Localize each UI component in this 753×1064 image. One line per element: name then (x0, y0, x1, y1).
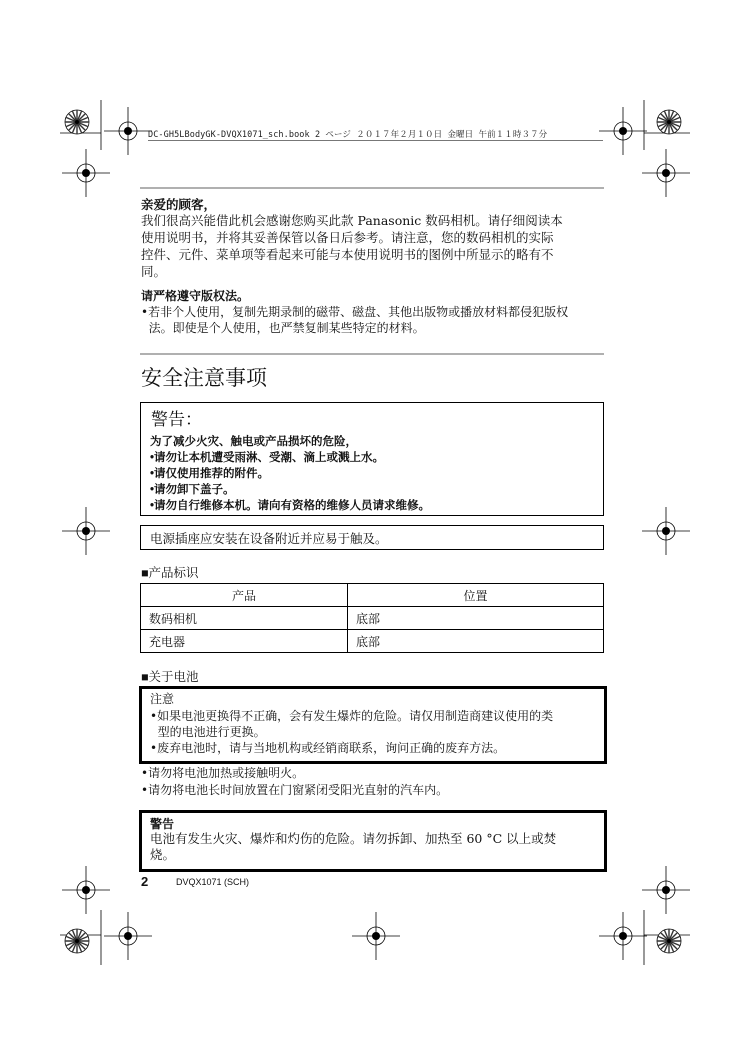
header-underline (148, 140, 603, 141)
copyright-line: 法。即使是个人使用，也严禁复制某些特定的材料。 (141, 321, 425, 335)
plug-note-box (140, 525, 604, 550)
copyright-title: 请严格遵守版权法。 (141, 289, 250, 303)
caution-line: •如果电池更换得不正确，会有发生爆炸的危险。请仅用制造商建议使用的类 (150, 709, 554, 723)
greeting-title: 亲爱的顾客， (141, 198, 217, 212)
battery-warning-box (139, 810, 607, 872)
greeting-line: 使用说明书，并将其妥善保管以备日后参考。请注意，您的数码相机的实际 (141, 230, 554, 245)
warning-box (140, 402, 604, 516)
warning-line: •请勿自行维修本机。请向有资格的维修人员请求维修。 (150, 500, 431, 512)
greeting-line: 同。 (141, 264, 167, 279)
battery-warning-line: 电池有发生火灾、爆炸和灼伤的危险。请勿拆卸、加热至 60 °C 以上或焚 (150, 831, 557, 846)
section-rule (140, 353, 604, 355)
doc-code: DVQX1071 (SCH) (176, 877, 250, 887)
plug-note: 电源插座应安装在设备附近并应易于触及。 (150, 531, 388, 546)
battery-heading: ■关于电池 (141, 670, 199, 684)
greeting-line: 我们很高兴能借此机会感谢您购买此款 Panasonic 数码相机。请仔细阅读本 (141, 213, 563, 228)
top-rule (140, 187, 604, 189)
copyright-line: •若非个人使用，复制先期录制的磁带、磁盘、其他出版物或播放材料都侵犯版权 (141, 305, 569, 319)
caution-title: 注意 (150, 692, 175, 706)
product-id-table (140, 583, 604, 653)
caution-line: 型的电池进行更换。 (150, 725, 266, 739)
book-info-header: DC-GH5LBodyGK-DVQX1071_sch.book 2 ページ ２０１７年２月１０日 金曜日 午前１１時３７分 (148, 130, 548, 140)
product-id-heading: ■产品标识 (141, 566, 199, 580)
caution-box (139, 686, 607, 764)
warning-line: 为了减少火灾、触电或产品损坏的危险， (150, 436, 357, 448)
battery-bullet: •请勿将电池加热或接触明火。 (141, 766, 305, 780)
section-title: 安全注意事项 (141, 366, 267, 390)
table-header-row (141, 584, 604, 607)
greeting-line: 控件、元件、菜单项等看起来可能与本使用说明书的图例中所显示的略有不 (141, 247, 554, 262)
warning-line: •请勿让本机遭受雨淋、受潮、滴上或溅上水。 (150, 452, 385, 464)
table-cell: 充电器 (141, 630, 348, 653)
table-cell: 数码相机 (141, 607, 348, 630)
battery-warning-title: 警告 (150, 817, 175, 831)
page-number: 2 (141, 874, 149, 889)
battery-warning-line: 烧。 (150, 847, 176, 862)
caution-line: •废弃电池时，请与当地机构或经销商联系，询问正确的废弃方法。 (150, 741, 506, 755)
table-header: 位置 (348, 584, 604, 607)
table-row (141, 630, 604, 653)
warning-line: •请仅使用推荐的附件。 (150, 468, 270, 480)
table-row (141, 607, 604, 630)
table-cell: 底部 (348, 630, 604, 653)
warning-title: 警告： (151, 410, 202, 430)
warning-line: •请勿卸下盖子。 (150, 484, 235, 496)
table-header: 产品 (141, 584, 348, 607)
table-cell: 底部 (348, 607, 604, 630)
battery-bullet: •请勿将电池长时间放置在门窗紧闭受阳光直射的汽车内。 (141, 783, 449, 797)
